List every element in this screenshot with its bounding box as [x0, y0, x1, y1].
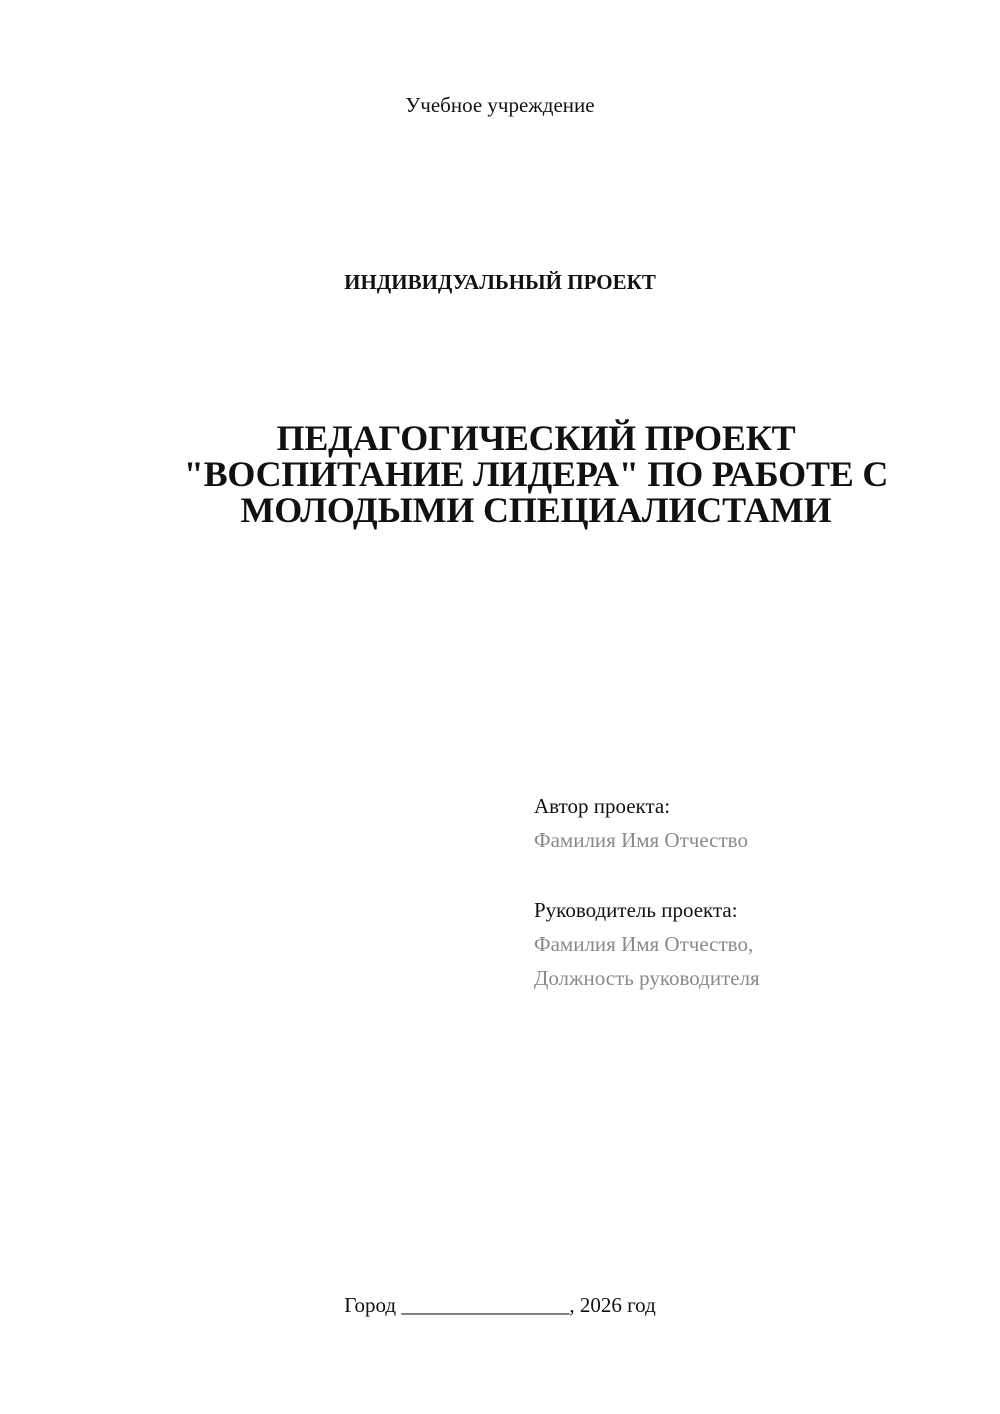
project-title: [120, 420, 952, 528]
institution-name: Учебное учреждение: [405, 93, 595, 117]
project-type-heading: ИНДИВИДУАЛЬНЫЙ ПРОЕКТ: [344, 270, 656, 294]
project-title-line: ПЕДАГОГИЧЕСКИЙ ПРОЕКТ: [276, 418, 796, 458]
author-label: Автор проекта:: [534, 794, 671, 818]
project-info-block: [534, 789, 974, 995]
project-title-line: "ВОСПИТАНИЕ ЛИДЕРА" ПО РАБОТЕ С: [183, 454, 889, 494]
supervisor-name-placeholder: Фамилия Имя Отчество,: [534, 932, 754, 956]
spacer: [534, 857, 974, 893]
city-year-line: Город ________________, 2026 год: [344, 1293, 656, 1317]
supervisor-position-placeholder: Должность руководителя: [534, 966, 760, 990]
author-name-placeholder: Фамилия Имя Отчество: [534, 828, 748, 852]
project-title-line: МОЛОДЫМИ СПЕЦИАЛИСТАМИ: [240, 490, 832, 530]
supervisor-label: Руководитель проекта:: [534, 898, 738, 922]
